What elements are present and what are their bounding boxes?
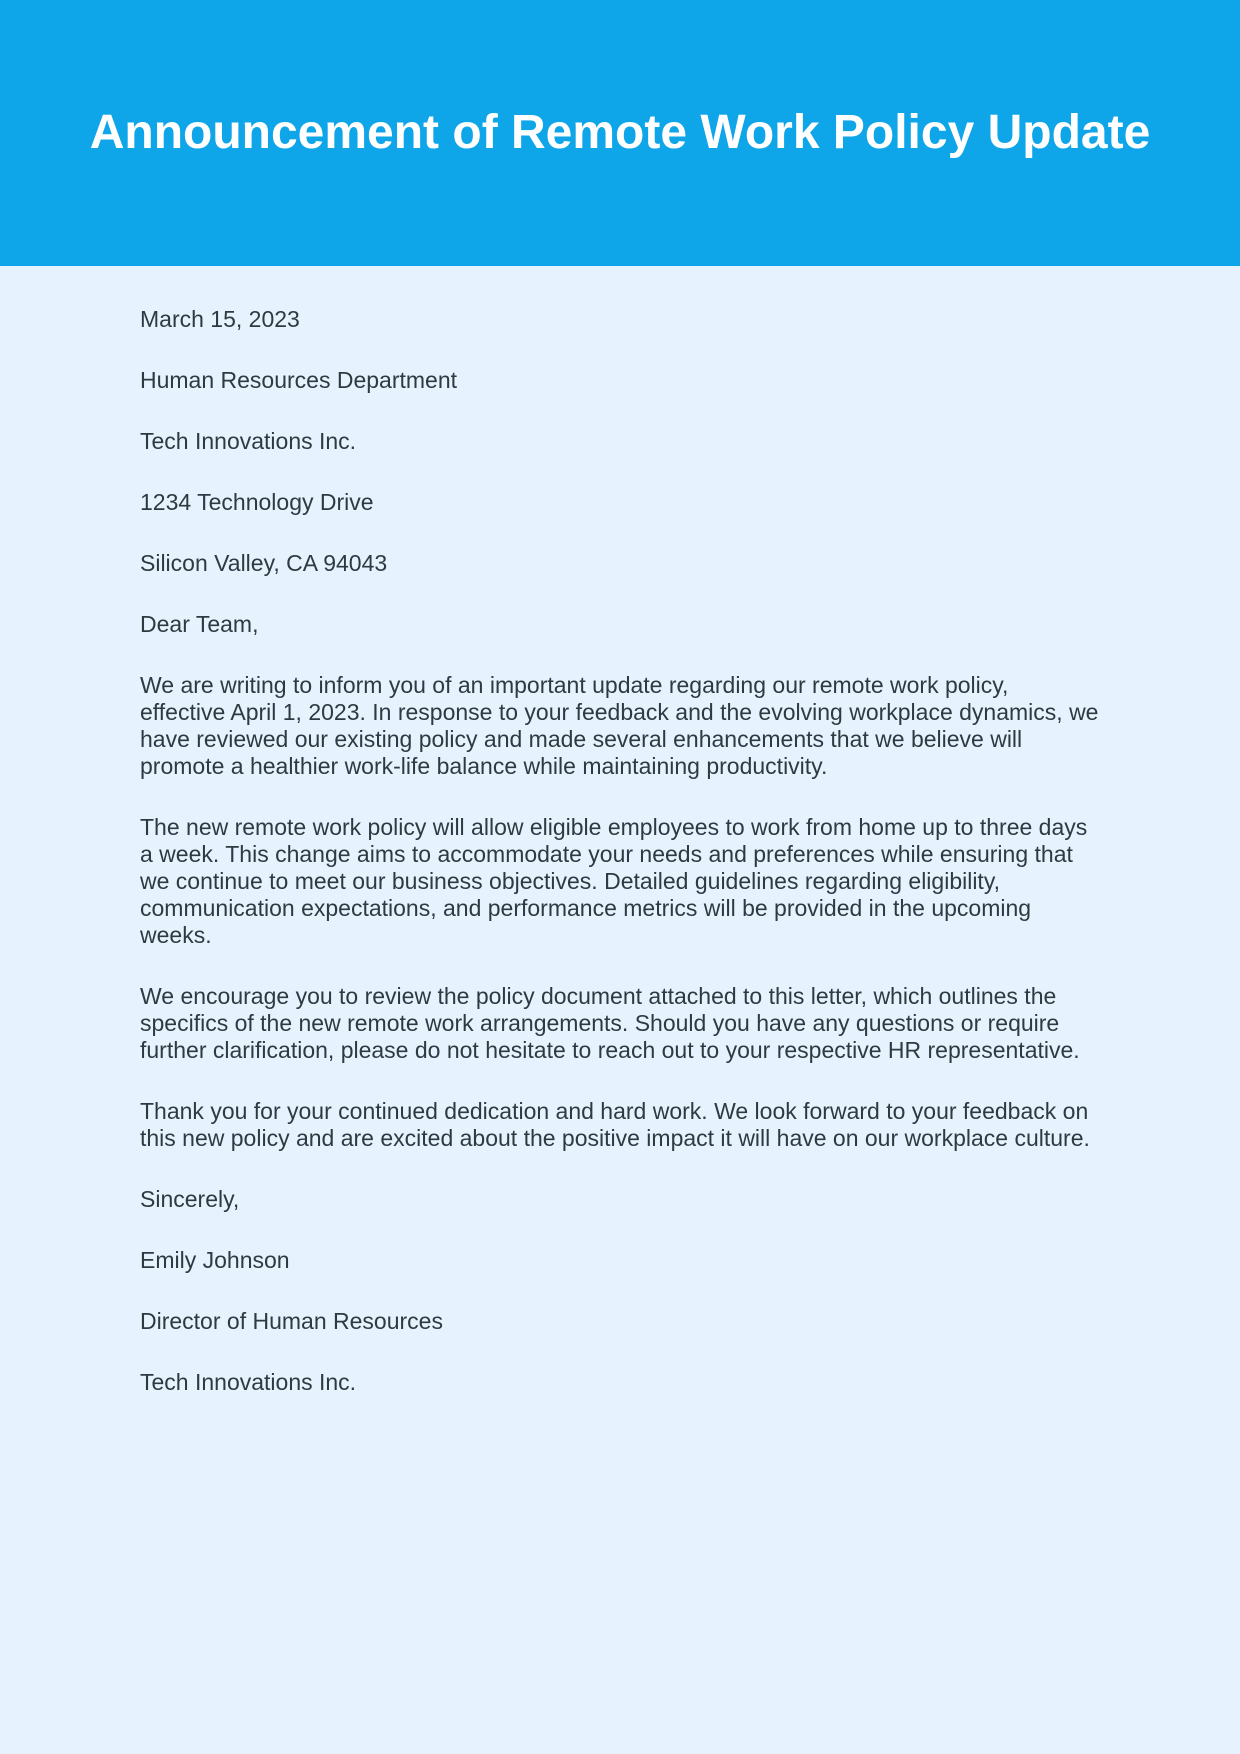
closing: Sincerely,: [140, 1186, 240, 1212]
sender-company: Tech Innovations Inc.: [140, 428, 357, 454]
body-paragraph: The new remote work policy will allow eligible employees to work from home up to three days a week. This change aims to accommodate your needs and preferences while ensuring that we continue to meet our business objectives. Detailed guidelines regarding eligibility, communication expectations, and performance metrics will be provided in the upcoming weeks.: [140, 814, 1088, 948]
page-title: Announcement of Remote Work Policy Update: [89, 105, 1151, 159]
header-banner: [0, 0, 1240, 266]
sender-address-line1: 1234 Technology Drive: [140, 489, 374, 515]
body-paragraph: We are writing to inform you of an important update regarding our remote work policy, effective April 1, 2023. In response to your feedback and the evolving workplace dynamics, we have reviewed our existing policy and made several enhancements that we believe will promote a healthier work-life balance while maintaining productivity.: [140, 672, 1099, 779]
salutation: Dear Team,: [140, 611, 259, 637]
signer-name: Emily Johnson: [140, 1247, 290, 1273]
signer-title: Director of Human Resources: [140, 1308, 443, 1334]
sender-department: Human Resources Department: [140, 367, 458, 393]
body-paragraph: We encourage you to review the policy document attached to this letter, which outlines the specifics of the new remote work arrangements. Should you have any questions or require further clarification, please do not hesitate to reach out to your respective HR representative.: [140, 983, 1080, 1063]
letter-date: March 15, 2023: [140, 306, 300, 332]
sender-address-line2: Silicon Valley, CA 94043: [140, 550, 388, 576]
body-paragraph: Thank you for your continued dedication and hard work. We look forward to your feedback on this new policy and are excited about the positive impact it will have on our workplace culture.: [140, 1098, 1090, 1151]
letter-body: [140, 306, 1100, 1430]
signer-company: Tech Innovations Inc.: [140, 1369, 357, 1395]
